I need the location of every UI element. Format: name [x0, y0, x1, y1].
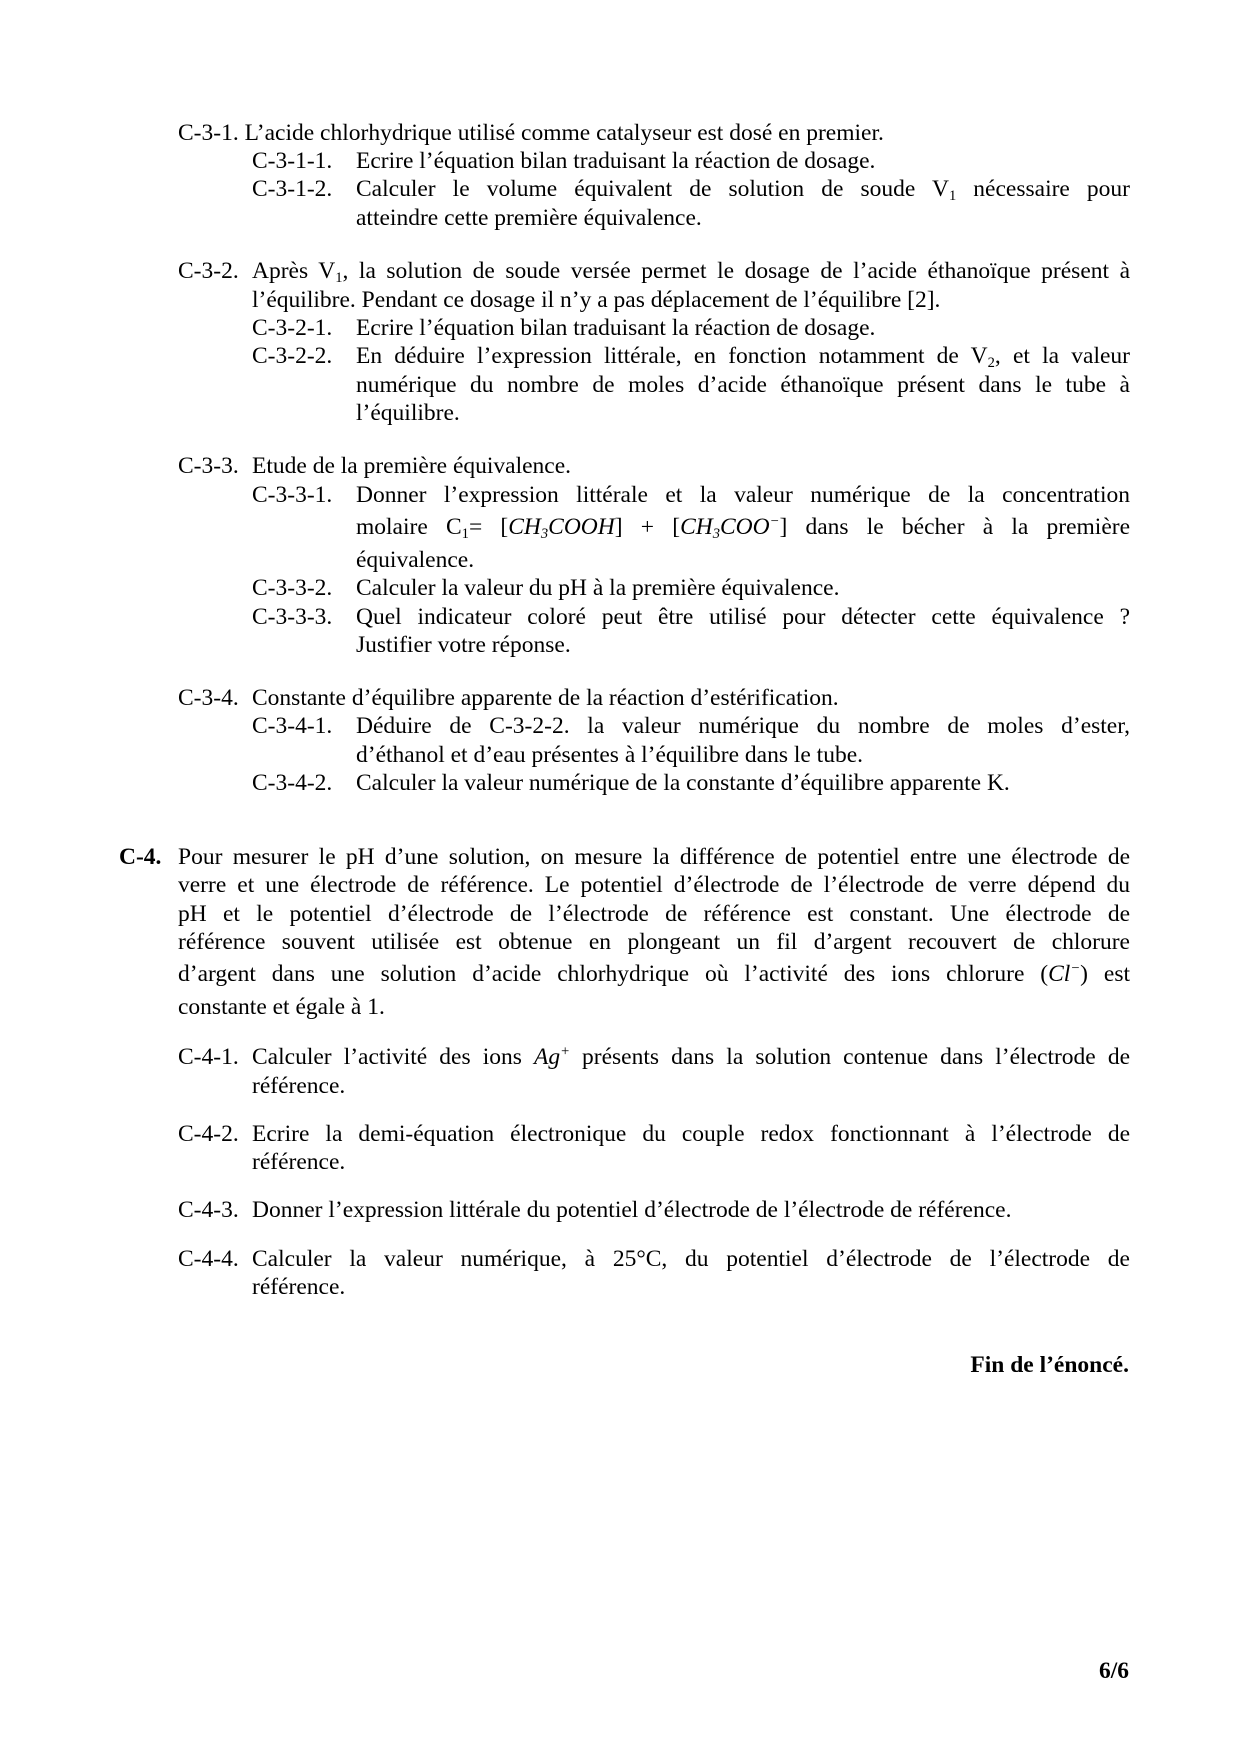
c32-line1 — [178, 257, 1130, 286]
c33-text: Etude de la première équivalence. — [252, 453, 572, 479]
c322-line1 — [252, 342, 1130, 371]
c331-line1 — [252, 481, 1130, 510]
c333-text: Quel indicateur coloré peut être utilisé pour détecter cette équivalence ? — [356, 604, 1130, 630]
c31-label: C-3-1. — [178, 120, 239, 146]
c332-label: C-3-3-2. — [252, 575, 333, 601]
c31-text: L’acide chlorhydrique utilisé comme catalyseur est dosé en premier. — [244, 120, 884, 146]
c333-label: C-3-3-3. — [252, 604, 333, 630]
c4-line3: pH et le potentiel d’électrode de l’électrode de référence est constant. Une électrode de — [178, 901, 1130, 927]
c312-line2: atteindre cette première équivalence. — [356, 205, 702, 231]
c322-text: En déduire l’expression littérale, en fonction notamment de $V_2$, et la valeur — [356, 343, 1130, 372]
c32-line2: l’équilibre. Pendant ce dosage il n’y a pas déplacement de l’équilibre [2]. — [252, 287, 941, 313]
c34-label: C-3-4. — [178, 685, 239, 711]
page-number: 6/6 — [1098, 1658, 1129, 1684]
c42-label: C-4-2. — [178, 1121, 239, 1147]
c331-label: C-3-3-1. — [252, 482, 333, 508]
c312-label: C-3-1-2. — [252, 176, 333, 202]
c342-text: Calculer la valeur numérique de la constante d’équilibre apparente K. — [356, 770, 1010, 796]
c341-line1 — [252, 712, 1130, 741]
c321-line — [252, 314, 875, 343]
c321-label: C-3-2-1. — [252, 315, 333, 341]
c311-line — [252, 147, 875, 176]
c341-label: C-3-4-1. — [252, 713, 333, 739]
c331-line2: molaire $C_1=$ $[CH_3COOH] + [CH_3COO^-]$ dans le bécher à la première — [356, 513, 1131, 543]
c41-text: Calculer l’activité des ions Ag+ présents dans la solution contenue dans l’électrode de — [252, 1043, 1130, 1070]
end-of-statement: Fin de l’énoncé. — [970, 1352, 1129, 1378]
c342-line — [252, 769, 1010, 798]
c44-line2: référence. — [252, 1274, 346, 1300]
c4-line2: verre et une électrode de référence. Le potentiel d’électrode de l’électrode de verre dépend du — [178, 872, 1130, 898]
c42-text: Ecrire la demi-équation électronique du couple redox fonctionnant à l’électrode de — [252, 1121, 1130, 1147]
ch3cooh-formula: $CH_3COOH$ — [508, 514, 615, 543]
c311-label: C-3-1-1. — [252, 148, 333, 174]
c322-line2: numérique du nombre de moles d’acide éthanoïque présent dans le tube à — [356, 372, 1130, 398]
c4-line5: d’argent dans une solution d’acide chlorhydrique où l’activité des ions chlorure (Cl−) est — [178, 960, 1131, 987]
c44-line1 — [178, 1245, 1130, 1274]
c44-text: Calculer la valeur numérique, à 25°C, du potentiel d’électrode de l’électrode de — [252, 1246, 1130, 1272]
c44-label: C-4-4. — [178, 1246, 239, 1272]
c34-text: Constante d’équilibre apparente de la réaction d’estérification. — [252, 685, 839, 711]
c43-line — [178, 1196, 1011, 1225]
silver-ion: Ag+ — [534, 1043, 570, 1070]
c311-text: Ecrire l’équation bilan traduisant la réaction de dosage. — [356, 148, 876, 174]
c41-label: C-4-1. — [178, 1044, 239, 1070]
c331-text: Donner l’expression littérale et la valeur numérique de la concentration — [356, 482, 1130, 508]
c4-line1: Pour mesurer le pH d’une solution, on mesure la différence de potentiel entre une électrode de — [178, 844, 1130, 870]
c341-line2: d’éthanol et d’eau présentes à l’équilibre dans le tube. — [356, 742, 864, 768]
c43-text: Donner l’expression littérale du potentiel d’électrode de l’électrode de référence. — [252, 1197, 1012, 1223]
c312-line1 — [252, 175, 1130, 204]
ch3coo-formula: $CH_3COO^-$ — [680, 513, 780, 543]
c341-text: Déduire de C-3-2-2. la valeur numérique du nombre de moles d’ester, — [356, 713, 1130, 739]
c42-line1 — [178, 1120, 1130, 1149]
c34-line — [178, 684, 839, 713]
c333-line1 — [252, 603, 1130, 632]
c342-label: C-3-4-2. — [252, 770, 333, 796]
c41-line2: référence. — [252, 1073, 346, 1099]
c322-label: C-3-2-2. — [252, 343, 333, 369]
c4-line6: constante et égale à 1. — [178, 994, 385, 1020]
c43-label: C-4-3. — [178, 1197, 239, 1223]
c33-label: C-3-3. — [178, 453, 239, 479]
c32-label: C-3-2. — [178, 258, 239, 284]
chloride-ion: Cl− — [1048, 960, 1081, 987]
c42-line2: référence. — [252, 1149, 346, 1175]
c321-text: Ecrire l’équation bilan traduisant la réaction de dosage. — [356, 315, 876, 341]
c31-line — [178, 119, 884, 148]
c33-line — [178, 452, 571, 481]
c41-line1 — [178, 1043, 1130, 1072]
c32-text: Après $V_1$, la solution de soude versée permet le dosage de l’acide éthanoïque présent à — [252, 258, 1131, 287]
c331-line3: équivalence. — [356, 547, 475, 573]
c332-text: Calculer la valeur du pH à la première équivalence. — [356, 575, 840, 601]
c4-line4: référence souvent utilisée est obtenue en plongeant un fil d’argent recouvert de chlorure — [178, 929, 1130, 955]
c332-line — [252, 574, 839, 603]
c4-label: C-4. — [119, 844, 162, 870]
c322-line3: l’équilibre. — [356, 400, 460, 426]
c333-line2: Justifier votre réponse. — [356, 632, 571, 658]
c312-text: Calculer le volume équivalent de solution de soude $V_1$ nécessaire pour — [356, 176, 1130, 205]
